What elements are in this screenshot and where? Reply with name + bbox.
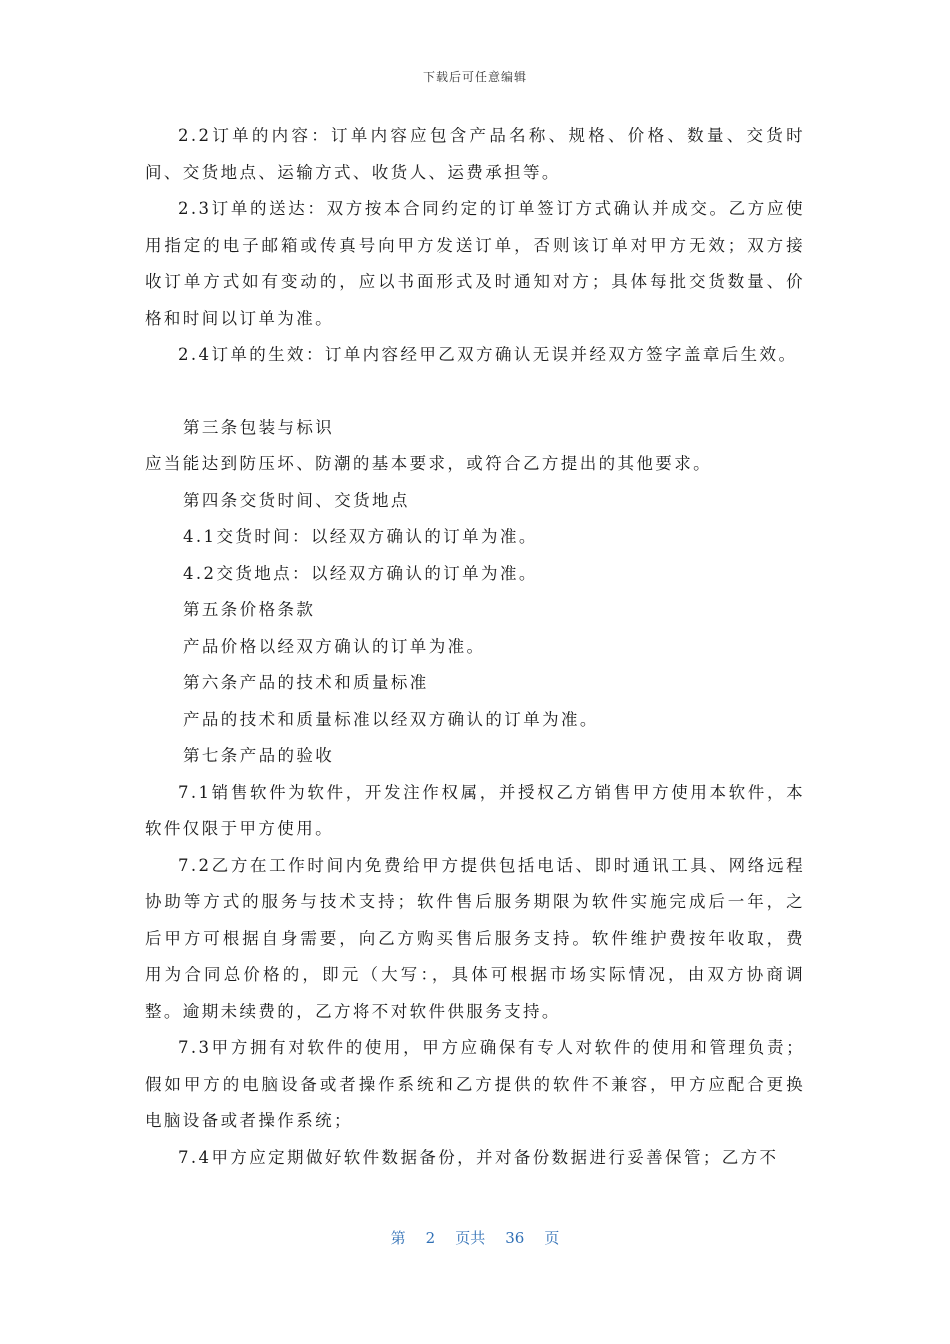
clause-7-1: 7.1销售软件为软件，开发注作权属，并授权乙方销售甲方使用本软件，本软件仅限于甲方使用。 [145, 782, 805, 838]
article-6-text: 产品的技术和质量标准以经双方确认的订单为准。 [183, 709, 599, 729]
article-3-text: 应当能达到防压坏、防潮的基本要求，或符合乙方提出的其他要求。 [145, 454, 712, 473]
article-4-heading: 第四条交货时间、交货地点 [183, 490, 410, 510]
article-3-heading: 第三条包装与标识 [183, 417, 335, 437]
footer-prefix: 第 [390, 1229, 406, 1247]
clause-7-4: 7.4甲方应定期做好软件数据备份，并对备份数据进行妥善保管；乙方不 [178, 1147, 779, 1167]
clause-4-1: 4.1交货时间：以经双方确认的订单为准。 [183, 527, 538, 546]
footer-page-current: 2 [425, 1229, 436, 1247]
clause-2-3: 2.3订单的送达：双方按本合同约定的订单签订方式确认并成交。乙方应使用指定的电子邮箱或传真号向甲方发送订单，否则该订单对甲方无效；双方接收订单方式如有变动的，应以书面形式及时通知对方；具体每批交货数量、价格和时间以订单为准。 [145, 199, 805, 328]
page-footer [0, 1227, 950, 1248]
clause-7-2: 7.2乙方在工作时间内免费给甲方提供包括电话、即时通讯工具、网络远程协助等方式的服务与技术支持；软件售后服务期限为软件实施完成后一年，之后甲方可根据自身需要，向乙方购买售后服务支持。软件维护费按年收取，费用为合同总价格的，即元（大写：，具体可根据市场实际情况，由双方协商调整。逾期未续费的，乙方将不对软件供服务支持。 [145, 855, 805, 1021]
article-6-heading: 第六条产品的技术和质量标准 [183, 673, 429, 692]
article-5-heading: 第五条价格条款 [183, 600, 316, 619]
footer-mid: 页共 [455, 1229, 486, 1247]
spacer [145, 374, 805, 410]
footer-suffix: 页 [544, 1229, 560, 1247]
clause-4-2: 4.2交货地点：以经双方确认的订单为准。 [183, 563, 538, 583]
footer-page-total: 36 [505, 1229, 525, 1247]
clause-2-4: 2.4订单的生效：订单内容经甲乙双方确认无误并经双方签字盖章后生效。 [178, 345, 798, 364]
article-5-text: 产品价格以经双方确认的订单为准。 [183, 636, 486, 656]
header-note: 下载后可任意编辑 [422, 70, 527, 84]
document-body [145, 118, 805, 1176]
clause-2-2: 2.2订单的内容：订单内容应包含产品名称、规格、价格、数量、交货时间、交货地点、运输方式、收货人、运费承担等。 [145, 126, 805, 182]
article-7-heading: 第七条产品的验收 [183, 746, 335, 765]
clause-7-3: 7.3甲方拥有对软件的使用，甲方应确保有专人对软件的使用和管理负责；假如甲方的电脑设备或者操作系统和乙方提供的软件不兼容，甲方应配合更换电脑设备或者操作系统； [145, 1038, 805, 1130]
